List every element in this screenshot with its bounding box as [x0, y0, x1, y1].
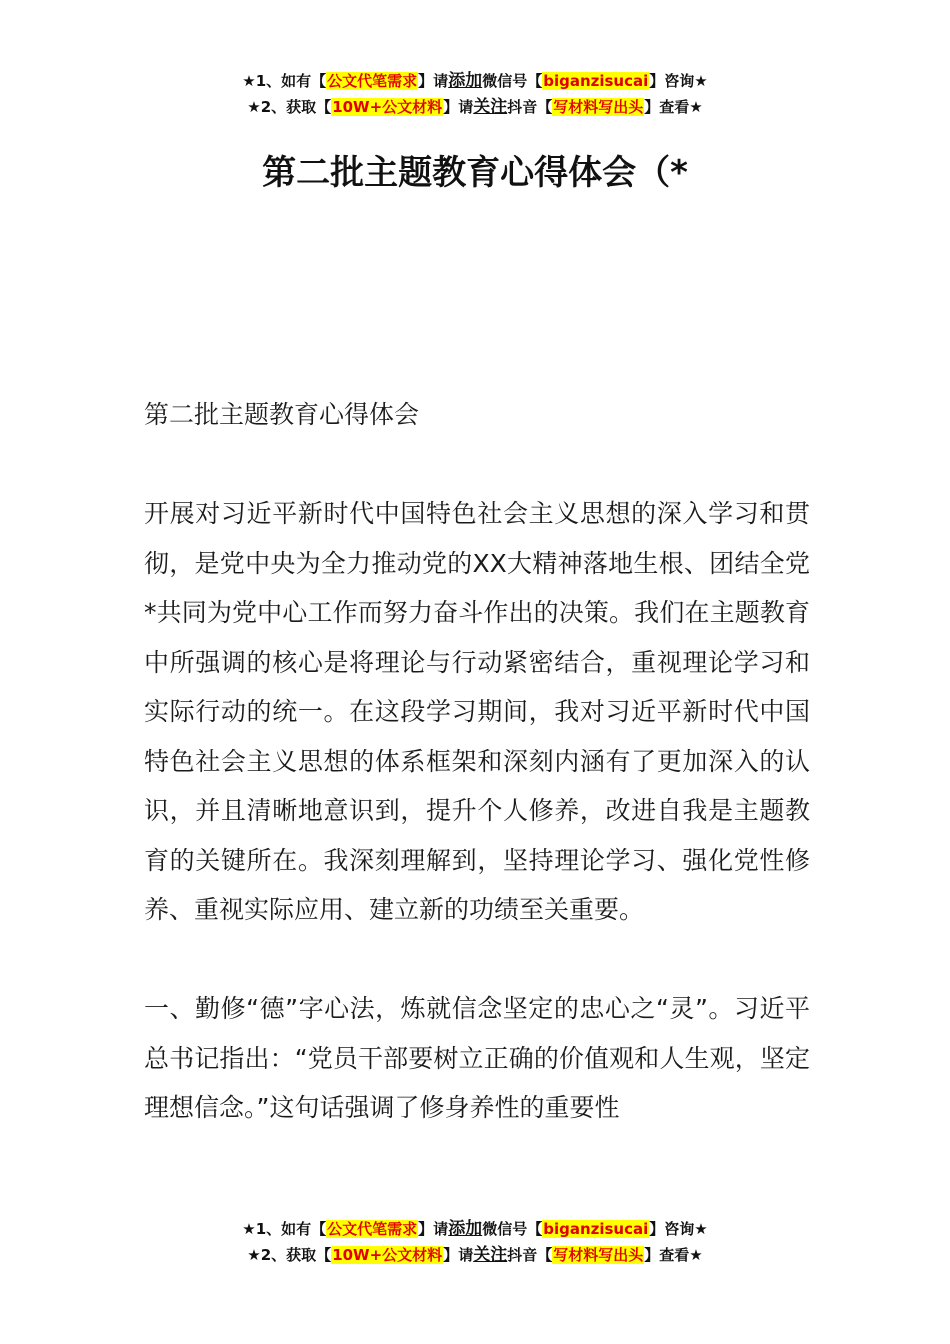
- document-title: 第二批主题教育心得体会（*: [262, 153, 688, 193]
- promo-text: 微信号【: [482, 1220, 543, 1238]
- promo-line-2: [0, 94, 950, 120]
- promo-text: 】查看★: [644, 1246, 703, 1264]
- promo-line-1: [0, 1216, 950, 1242]
- promo-text: 】请: [418, 72, 449, 90]
- promo-highlight: 公文代笔需求: [327, 72, 418, 90]
- promo-highlight: 10W+公文材料: [332, 1246, 443, 1264]
- promo-text: 】请: [418, 1220, 449, 1238]
- promo-douyin-id: 写材料写出头: [553, 1246, 644, 1264]
- promo-text: 微信号【: [482, 72, 543, 90]
- promo-text: 抖音【: [507, 1246, 553, 1264]
- promo-text: 】咨询★: [649, 1220, 708, 1238]
- promo-underline: 关注: [473, 97, 508, 117]
- promo-banner-top: [0, 68, 950, 120]
- promo-wechat-id: biganzisucai: [543, 1220, 649, 1238]
- document-body: [144, 390, 810, 1133]
- promo-text: 】请: [443, 1246, 474, 1264]
- promo-text: ★2、获取【: [247, 1246, 332, 1264]
- promo-text: ★1、如有【: [242, 1220, 327, 1238]
- promo-text: ★1、如有【: [242, 72, 327, 90]
- promo-underline: 添加: [448, 1219, 483, 1239]
- body-paragraph-2: 一、勤修“德”字心法，炼就信念坚定的忠心之“灵”。习近平总书记指出：“党员干部要树立正确的价值观和人生观，坚定理想信念。”这句话强调了修身养性的重要性: [144, 994, 810, 1122]
- promo-wechat-id: biganzisucai: [543, 72, 649, 90]
- promo-underline: 关注: [473, 1245, 508, 1265]
- promo-line-1: [0, 68, 950, 94]
- promo-text: 抖音【: [507, 98, 553, 116]
- promo-highlight: 10W+公文材料: [332, 98, 443, 116]
- promo-text: ★2、获取【: [247, 98, 332, 116]
- body-paragraph-1: 开展对习近平新时代中国特色社会主义思想的深入学习和贯彻，是党中央为全力推动党的XX大精神落地生根、团结全党*共同为党中心工作而努力奋斗作出的决策。我们在主题教育中所强调的核心是将理论与行动紧密结合，重视理论学习和实际行动的统一。在这段学习期间，我对习近平新时代中国特色社会主义思想的体系框架和深刻内涵有了更加深入的认识，并且清晰地意识到，提升个人修养，改进自我是主题教育的关键所在。我深刻理解到，坚持理论学习、强化党性修养、重视实际应用、建立新的功绩至关重要。: [144, 499, 810, 924]
- promo-text: 】请: [443, 98, 474, 116]
- promo-text: 】咨询★: [649, 72, 708, 90]
- promo-line-2: [0, 1242, 950, 1268]
- promo-highlight: 公文代笔需求: [327, 1220, 418, 1238]
- document-subtitle: 第二批主题教育心得体会: [144, 400, 420, 429]
- promo-underline: 添加: [448, 71, 483, 91]
- promo-banner-bottom: [0, 1216, 950, 1268]
- promo-douyin-id: 写材料写出头: [553, 98, 644, 116]
- promo-text: 】查看★: [644, 98, 703, 116]
